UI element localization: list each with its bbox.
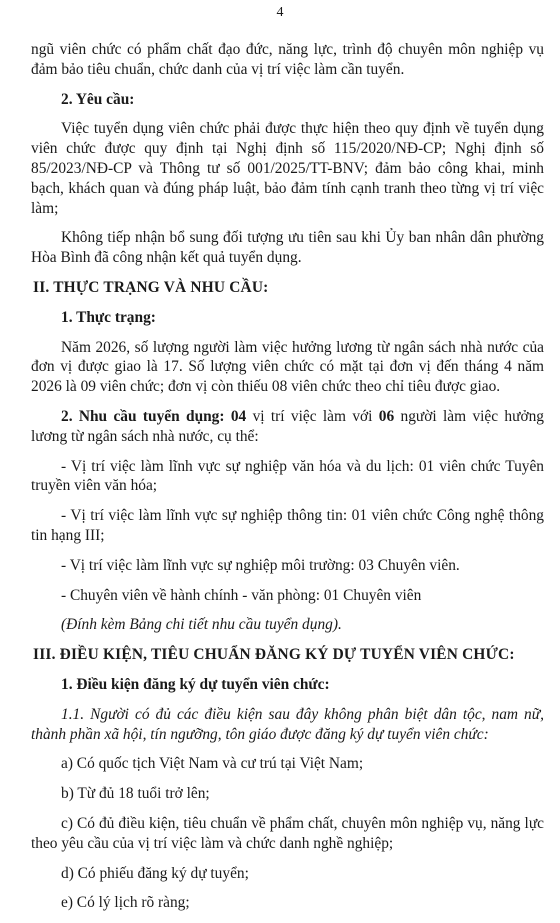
paragraph-yeu-cau-2: Không tiếp nhận bổ sung đối tượng ưu tiên sau khi Ủy ban nhân dân phường Hòa Bình đã công nhận kết quả tuyển dụng.: [31, 229, 544, 267]
condition-item: a) Có quốc tịch Việt Nam và cư trú tại Việt Nam;: [61, 755, 364, 773]
intro-paragraph: ngũ viên chức có phẩm chất đạo đức, năng lực, trình độ chuyên môn nghiệp vụ đảm bảo tiêu chuẩn, chức danh của vị trí việc làm cần tuyển.: [31, 41, 544, 78]
condition-item: b) Từ đủ 18 tuổi trở lên;: [61, 785, 210, 803]
condition-item: d) Có phiếu đăng ký dự tuyển;: [61, 864, 249, 882]
heading-yeu-cau: 2. Yêu cầu:: [61, 90, 135, 108]
nhu-cau-text-b: người làm việc hưởng lương từ ngân sách nhà nước, cụ thể:: [31, 407, 544, 445]
paragraph-yeu-cau-1: Việc tuyển dụng viên chức phải được thực hiện theo quy định về tuyển dụng viên chức được quy định tại Nghị định số 115/2020/NĐ-CP; Nghị định số 85/2023/NĐ-CP và Thông tư số 001/2025/TT-BNV; đảm bảo công khai, minh bạch, khách quan và đúng pháp luật, bảo đảm tính cạnh tranh theo từng vị trí việc làm;: [31, 120, 544, 217]
attachment-note: (Đính kèm Bảng chi tiết nhu cầu tuyển dụng).: [61, 616, 342, 634]
condition-item: c) Có đủ điều kiện, tiêu chuẩn về phẩm chất, chuyên môn nghiệp vụ, năng lực theo yêu cầu của vị trí việc làm và chức danh nghề nghiệp;: [31, 814, 544, 852]
nhu-cau-item: - Vị trí việc làm lĩnh vực sự nghiệp môi trường: 03 Chuyên viên.: [61, 556, 460, 574]
section-heading-dieu-kien: III. ĐIỀU KIỆN, TIÊU CHUẨN ĐĂNG KÝ DỰ TUYỂN VIÊN CHỨC:: [33, 646, 515, 664]
paragraph-nhu-cau: [31, 407, 544, 447]
page-number: 4: [276, 5, 284, 20]
paragraph-1-1: 1.1. Người có đủ các điều kiện sau đây không phân biệt dân tộc, nam nữ, thành phần xã hội, tín ngưỡng, tôn giáo được đăng ký dự tuyển viên chức:: [31, 705, 544, 743]
nhu-cau-item: - Chuyên viên về hành chính - văn phòng: 01 Chuyên viên: [61, 586, 422, 604]
nhu-cau-item: - Vị trí việc làm lĩnh vực sự nghiệp thông tin: 01 viên chức Công nghệ thông tin hạng III;: [31, 507, 544, 544]
section-heading-thuc-trang: II. THỰC TRẠNG VÀ NHU CẦU:: [33, 278, 269, 296]
condition-item: e) Có lý lịch rõ ràng;: [61, 894, 190, 912]
nhu-cau-label: 2. Nhu cầu tuyển dụng:: [61, 407, 225, 425]
document-body: [31, 40, 544, 923]
nhu-cau-item: - Vị trí việc làm lĩnh vực sự nghiệp văn hóa và du lịch: 01 viên chức Tuyên truyền viên văn hóa;: [31, 457, 544, 495]
paragraph-thuc-trang: Năm 2026, số lượng người làm việc hưởng lương từ ngân sách nhà nước của đơn vị được giao là 17. Số lượng viên chức có mặt tại đơn vị đến tháng 4 năm 2026 là 09 viên chức; đơn vị còn thiếu 08 viên chức theo chỉ tiêu được giao.: [31, 338, 544, 396]
nhu-cau-text-a: vị trí việc làm với: [246, 407, 379, 425]
nhu-cau-num-people: 06: [378, 407, 395, 425]
heading-dieu-kien: 1. Điều kiện đăng ký dự tuyển viên chức:: [61, 675, 330, 693]
heading-thuc-trang: 1. Thực trạng:: [61, 308, 156, 326]
nhu-cau-num-positions: 04: [230, 407, 247, 425]
